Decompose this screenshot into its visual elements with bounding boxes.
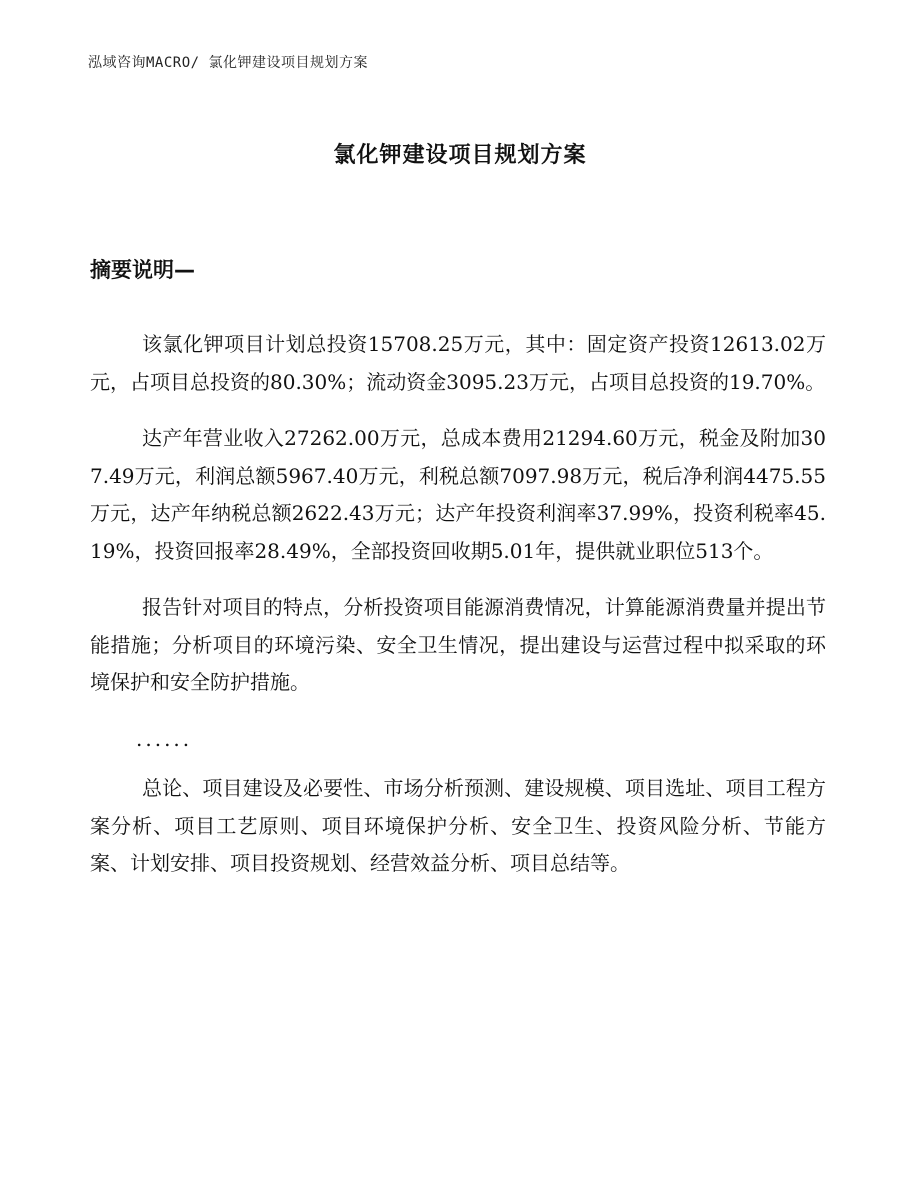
ellipsis: ...... bbox=[136, 726, 193, 751]
paragraph-investment: 该氯化钾项目计划总投资15708.25万元，其中：固定资产投资12613.02万元，占项目总投资的80.30%；流动资金3095.23万元，占项目总投资的19.70%。 bbox=[90, 332, 826, 394]
header-breadcrumb: 泓域咨询MACRO/ 氯化钾建设项目规划方案 bbox=[88, 55, 369, 71]
document-body bbox=[90, 326, 826, 902]
document-title: 氯化钾建设项目规划方案 bbox=[333, 143, 587, 168]
paragraph-energy-environment: 报告针对项目的特点，分析投资项目能源消费情况，计算能源消费量并提出节能措施；分析项目的环境污染、安全卫生情况，提出建设与运营过程中拟采取的环境保护和安全防护措施。 bbox=[90, 595, 826, 694]
paragraph-contents: 总论、项目建设及必要性、市场分析预测、建设规模、项目选址、项目工程方案分析、项目工艺原则、项目环境保护分析、安全卫生、投资风险分析、节能方案、计划安排、项目投资规划、经营效益分析、项目总结等。 bbox=[90, 776, 826, 875]
paragraph-financials: 达产年营业收入27262.00万元，总成本费用21294.60万元，税金及附加307.49万元，利润总额5967.40万元，利税总额7097.98万元，税后净利润4475.55万元，达产年纳税总额2622.43万元；达产年投资利润率37.99%，投资利税率45.19%，投资回报率28.49%，全部投资回收期5.01年，提供就业职位513个。 bbox=[90, 426, 826, 563]
section-heading-summary: 摘要说明— bbox=[90, 258, 195, 282]
